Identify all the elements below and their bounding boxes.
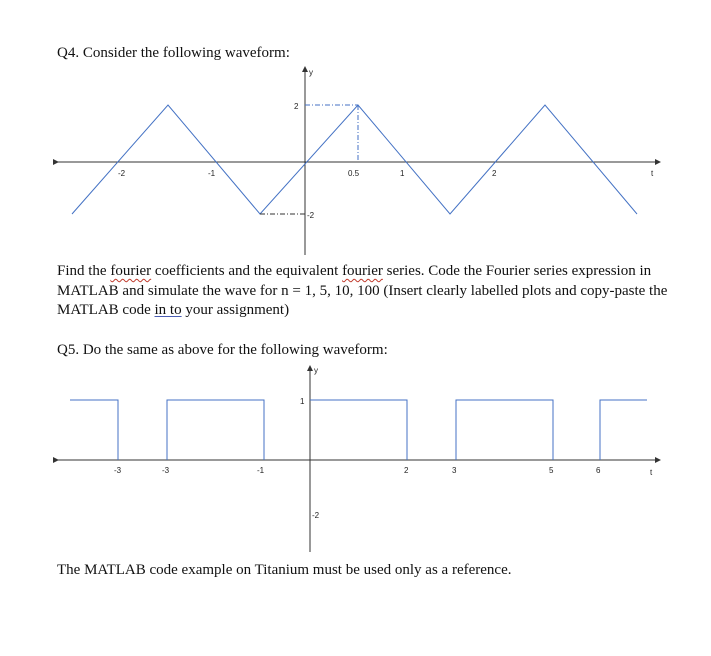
- q4-tick-x: 1: [400, 169, 405, 178]
- q5-pulse-2: [167, 400, 264, 460]
- q5-pulse-5: [600, 400, 647, 460]
- q5-pulse-1: [70, 400, 118, 460]
- q5-tick-x: -3: [114, 466, 122, 475]
- q5-pulse-3: [310, 400, 407, 460]
- instructions-paragraph: [57, 262, 697, 321]
- q4-y-label: y: [309, 68, 313, 77]
- q5-tick-x: -3: [162, 466, 170, 475]
- instructions-text: series. Code the Fourier series expression in MATLAB and simulate the wave for n = 1, 5, 10, 100 (Insert clearly labelled plots and copy-paste the MATLAB code: [57, 263, 668, 318]
- q4-tick-x: 0.5: [348, 169, 360, 178]
- q5-tick-x: -1: [257, 466, 265, 475]
- q5-tick-x: 5: [549, 466, 554, 475]
- misspelled-word: fourier: [342, 263, 383, 279]
- q4-t-label: t: [651, 169, 654, 178]
- instructions-text: Find the: [57, 263, 111, 279]
- q5-y-label: y: [314, 366, 318, 375]
- q4-tick-y: -2: [307, 211, 315, 220]
- q5-tick-x: 2: [404, 466, 409, 475]
- instructions-text: your assignment): [181, 302, 290, 318]
- q5-heading: Q5. Do the same as above for the following waveform:: [57, 342, 388, 358]
- q4-tick-x: 2: [492, 169, 497, 178]
- q5-tick-y: 1: [300, 397, 305, 406]
- instructions-text: coefficients and the equivalent: [151, 263, 343, 279]
- q5-pulse-4: [456, 400, 553, 460]
- q5-tick-x: 6: [596, 466, 601, 475]
- q4-tick-x: -1: [208, 169, 216, 178]
- q4-tick-x: -2: [118, 169, 126, 178]
- q4-waveform-plot: [0, 60, 711, 260]
- q5-t-label: t: [650, 468, 653, 477]
- q4-heading: Q4. Consider the following waveform:: [57, 45, 290, 61]
- q4-triangle-wave: [72, 105, 637, 214]
- grammar-flag: in to: [154, 302, 182, 318]
- q5-tick-x: 3: [452, 466, 457, 475]
- q5-tick-y: -2: [312, 511, 320, 520]
- q4-tick-y: 2: [294, 102, 299, 111]
- misspelled-word: fourier: [110, 263, 152, 279]
- reference-note: The MATLAB code example on Titanium must be used only as a reference.: [57, 562, 512, 578]
- q5-waveform-plot: [0, 360, 711, 560]
